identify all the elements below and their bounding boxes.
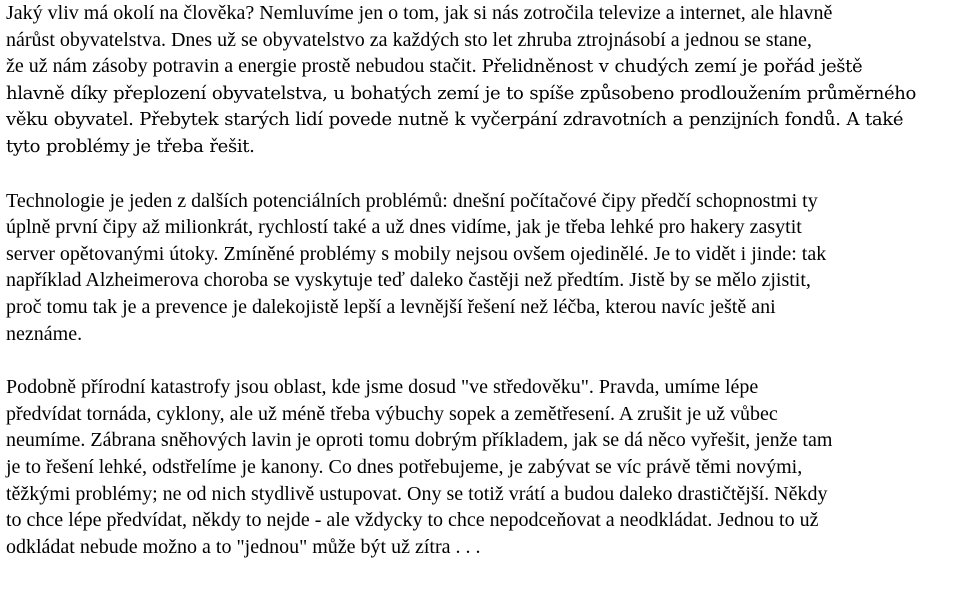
text-line: například Alzheimerova choroba se vyskytuje teď daleko častěji než předtím. Jistě by se mělo zjistit, [6, 269, 811, 292]
text-line: hlavně díky přeplození obyvatelstva, u bohatých zemí je to spíše způsobeno prodloužením průměrného [6, 82, 917, 104]
paragraph-technology [6, 188, 956, 348]
text-line: proč tomu tak je a prevence je dalekojistě lepší a levnější řešení než léčba, kterou navíc ještě ani [6, 295, 776, 318]
text-line: neumíme. Zábrana sněhových lavin je oproti tomu dobrým příkladem, jak se dá něco vyřešit, jenže tam [6, 429, 833, 452]
text-line: těžkými problémy; ne od nich stydlivě ustupovat. Ony se totiž vrátí a budou daleko drastičtější. Někdy [6, 482, 828, 505]
text-line: to chce lépe předvídat, někdy to nejde - ale vždycky to chce nepodceňovat a neodkládat. Jednou to už [6, 509, 819, 532]
text-segment: Přelidněnost v chudých zemí je pořád ještě [481, 56, 863, 78]
text-line: neznáme. [6, 322, 83, 345]
text-line: tyto problémy je třeba řešit. [6, 135, 255, 157]
text-line: úplně první čipy až milionkrát, rychlostí také a už dnes vidíme, jak je třeba lehké pro hakery zasytit [6, 216, 802, 239]
text-line: server opětovanými útoky. Zmíněné problémy s mobily nejsou ovšem ojedinělé. Je to vidět i jinde: tak [6, 242, 827, 265]
text-line [6, 53, 956, 81]
text-segment: že už nám zásoby potravin a energie prostě nebudou stačit. [6, 55, 477, 78]
text-line: Technologie je jeden z dalších potenciálních problémů: dnešní počítačové čipy předčí schopnostmi ty [6, 189, 818, 212]
paragraph-population [6, 0, 956, 161]
text-line: Podobně přírodní katastrofy jsou oblast, kde jsme dosud "ve středověku". Pravda, umíme lépe [6, 376, 759, 399]
text-line: nárůst obyvatelstva. Dnes už se obyvatelstvo za každých sto let zhruba ztrojnásobí a jednou se stane, [6, 28, 812, 51]
text-line: odkládat nebude možno a to "jednou" může být už zítra . . . [6, 535, 481, 558]
text-line: předvídat tornáda, cyklony, ale už méně třeba výbuchy sopek a zemětřesení. A zrušit je už vůbec [6, 402, 778, 425]
text-line: Jaký vliv má okolí na člověka? Nemluvíme jen o tom, jak si nás zotročila televize a internet, ale hlavně [6, 2, 833, 24]
document-body [6, 0, 956, 587]
paragraph-natural-disasters [6, 374, 956, 560]
text-line: věku obyvatel. Přebytek starých lidí povede nutně k vyčerpání zdravotních a penzijních fondů. A také [6, 109, 904, 131]
text-line: je to řešení lehké, odstřelíme je kanony. Co dnes potřebujeme, je zabývat se víc právě těmi novými, [6, 455, 803, 478]
